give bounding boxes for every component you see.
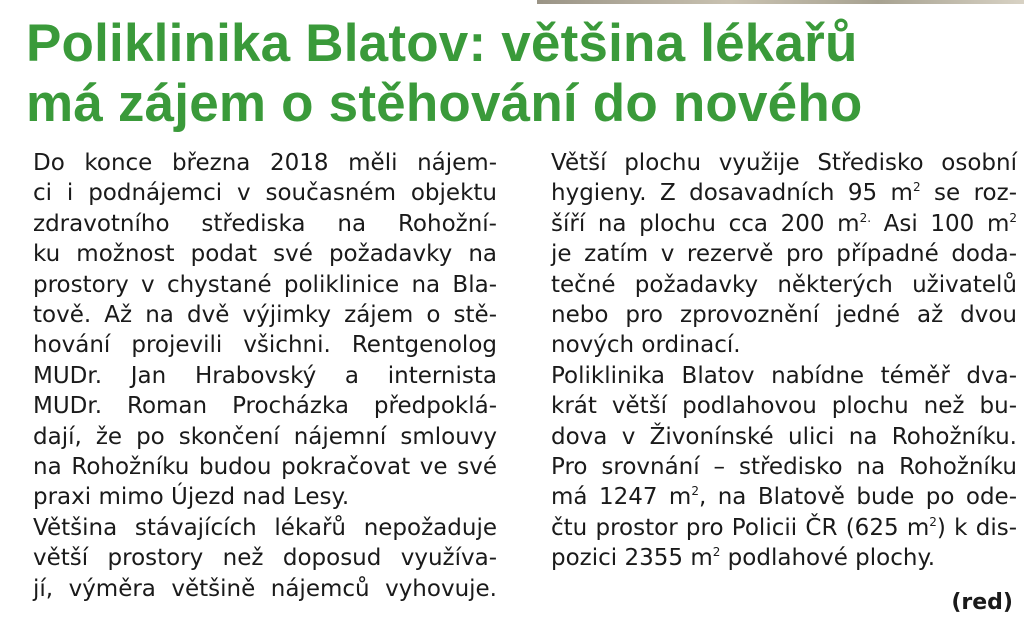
paragraph (551, 148, 1017, 361)
text-line: Pro srovnání – středisko na Rohožníku (551, 454, 1017, 481)
text-line: MUDr. Jan Hrabovský a internista (33, 362, 497, 389)
text-line: šíří na plochu cca 200 $m^{2.}$ Asi 100 $m^2$ (551, 210, 1017, 237)
text-line: prostory v chystané poliklinice na Bla- (33, 271, 497, 298)
article-column-right (551, 148, 1017, 574)
paragraph (551, 361, 1017, 574)
text-line: zdravotního střediska na Rohožní- (33, 210, 497, 237)
text-line: ci i podnájemci v současném objektu (33, 180, 497, 207)
text-line: Větší plochu využije Středisko osobní (551, 150, 1017, 176)
text-line: má 1247 $m^2$, na Blatově bude po ode- (551, 484, 1017, 511)
text-line: dají, že po skončení nájemní smlouvy (33, 423, 497, 450)
text-line: pozici 2355 $m^2$ podlahové plochy. (551, 545, 936, 572)
text-line: praxi mimo Újezd nad Lesy. (33, 484, 350, 511)
text-line: Poliklinika Blatov nabídne téměř dva- (551, 362, 1017, 389)
text-line: tečné požadavky některých uživatelů (551, 271, 1017, 298)
text-line: dova v Živonínské ulici na Rohožníku. (551, 423, 1017, 450)
paragraph (33, 513, 497, 604)
author-credit: (red) (951, 590, 1013, 615)
text-line: MUDr. Roman Procházka předpoklá- (33, 393, 497, 420)
text-line: nových ordinací. (551, 332, 741, 359)
text-line: čtu prostor pro Policii ČR (625 $m^2$) k dis- (551, 514, 1018, 541)
text-line: na Rohožníku budou pokračovat ve své (33, 454, 497, 481)
article-column-left (33, 148, 497, 604)
text-line: Většina stávajících lékařů nepožaduje (33, 514, 497, 541)
text-line: jí, výměra většině nájemců vyhovuje. (33, 575, 497, 602)
headline-line: má zájem o stěhování do nového (26, 74, 863, 133)
text-line: nebo pro zprovoznění jedné až dvou (551, 302, 1017, 329)
text-line: krát větší podlahovou plochu než bu- (551, 393, 1017, 420)
text-line: hování projevili všichni. Rentgenolog (33, 332, 497, 359)
paragraph (33, 148, 497, 513)
text-line: hygieny. Z dosavadních 95 $m^2$ se roz- (551, 180, 1018, 207)
text-line: Do konce března 2018 měli nájem- (33, 150, 497, 176)
headline (26, 14, 1016, 134)
headline-line: Poliklinika Blatov: většina lékařů (26, 14, 858, 73)
text-line: ku možnost podat své požadavky na (33, 241, 497, 268)
text-line: je zatím v rezervě pro případné doda- (551, 241, 1017, 268)
text-line: tově. Až na dvě výjimky zájem o stě- (33, 302, 497, 329)
text-line: větší prostory než doposud využíva- (33, 545, 497, 572)
photo-edge (537, 0, 1024, 4)
